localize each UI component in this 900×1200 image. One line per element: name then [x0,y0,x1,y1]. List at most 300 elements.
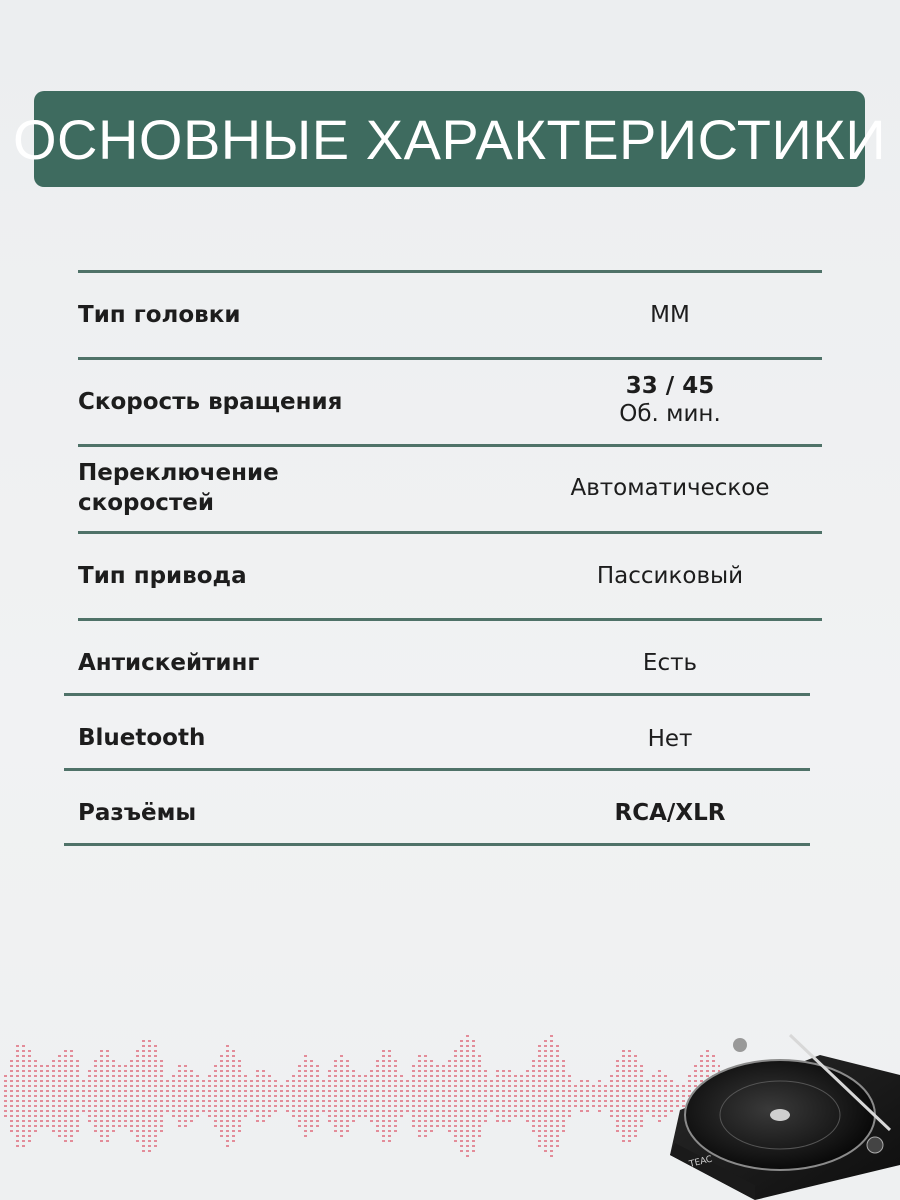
wave-dot [112,1060,115,1062]
wave-dot [226,1050,229,1052]
wave-dot [472,1115,475,1117]
wave-dot [172,1105,175,1107]
wave-dot [496,1100,499,1102]
wave-dot [358,1075,361,1077]
wave-dot [220,1090,223,1092]
wave-dot [142,1055,145,1057]
wave-dot [148,1070,151,1072]
wave-dot [532,1070,535,1072]
wave-dot [550,1075,553,1077]
wave-dot [496,1075,499,1077]
spec-row-head-type [0,300,900,330]
wave-dot [568,1100,571,1102]
wave-dot [430,1110,433,1112]
wave-dot [460,1110,463,1112]
wave-dot [70,1105,73,1107]
wave-dot [232,1080,235,1082]
wave-dot [154,1055,157,1057]
wave-dot [622,1135,625,1137]
wave-dot [544,1135,547,1137]
wave-dot [82,1090,85,1092]
wave-dot [220,1135,223,1137]
wave-dot [136,1100,139,1102]
wave-dot [52,1065,55,1067]
wave-dot [274,1080,277,1082]
wave-dot [286,1110,289,1112]
wave-dot [94,1110,97,1112]
wave-dot [220,1115,223,1117]
wave-dot [562,1100,565,1102]
wave-dot [340,1125,343,1127]
wave-dot [604,1105,607,1107]
wave-dot [622,1070,625,1072]
wave-dot [508,1080,511,1082]
wave-dot [10,1100,13,1102]
wave-dot [556,1075,559,1077]
wave-dot [562,1090,565,1092]
wave-dot [556,1055,559,1057]
wave-dot [184,1105,187,1107]
wave-dot [346,1075,349,1077]
wave-dot [610,1075,613,1077]
wave-dot [460,1060,463,1062]
wave-dot [154,1110,157,1112]
wave-dot [94,1070,97,1072]
wave-dot [370,1070,373,1072]
wave-dot [130,1115,133,1117]
wave-dot [160,1100,163,1102]
wave-dot [466,1155,469,1157]
wave-dot [550,1080,553,1082]
wave-dot [490,1085,493,1087]
wave-dot [586,1100,589,1102]
wave-dot [370,1080,373,1082]
wave-dot [478,1130,481,1132]
wave-dot [22,1085,25,1087]
wave-dot [328,1105,331,1107]
wave-dot [388,1110,391,1112]
wave-dot [268,1075,271,1077]
wave-dot [220,1075,223,1077]
wave-dot [352,1100,355,1102]
wave-dot [178,1085,181,1087]
wave-dot [88,1080,91,1082]
wave-dot [550,1110,553,1112]
spec-value: Есть [642,650,698,676]
wave-dot [22,1095,25,1097]
wave-dot [172,1075,175,1077]
wave-dot [190,1075,193,1077]
wave-dot [454,1095,457,1097]
wave-dot [382,1140,385,1142]
wave-dot [502,1120,505,1122]
wave-dot [580,1105,583,1107]
wave-dot [544,1050,547,1052]
spec-value [540,372,800,428]
wave-dot [484,1070,487,1072]
wave-dot [376,1120,379,1122]
wave-dot [166,1110,169,1112]
wave-dot [262,1100,265,1102]
wave-dot [118,1070,121,1072]
wave-dot [370,1115,373,1117]
wave-dot [424,1105,427,1107]
wave-dot [556,1080,559,1082]
wave-dot [376,1095,379,1097]
wave-dot [616,1120,619,1122]
wave-dot [100,1120,103,1122]
wave-dot [472,1065,475,1067]
wave-dot [460,1120,463,1122]
wave-dot [262,1110,265,1112]
wave-dot [556,1060,559,1062]
wave-dot [130,1130,133,1132]
wave-dot [538,1095,541,1097]
wave-dot [136,1075,139,1077]
wave-dot [118,1105,121,1107]
wave-dot [388,1130,391,1132]
wave-dot [244,1080,247,1082]
wave-dot [436,1105,439,1107]
wave-dot [148,1050,151,1052]
wave-dot [352,1115,355,1117]
wave-dot [478,1135,481,1137]
wave-dot [346,1120,349,1122]
wave-dot [340,1055,343,1057]
wave-dot [538,1105,541,1107]
wave-dot [76,1105,79,1107]
wave-dot [136,1080,139,1082]
wave-dot [310,1105,313,1107]
wave-dot [10,1075,13,1077]
wave-dot [394,1070,397,1072]
wave-dot [22,1070,25,1072]
wave-dot [346,1080,349,1082]
wave-dot [622,1075,625,1077]
wave-dot [394,1085,397,1087]
wave-dot [34,1095,37,1097]
wave-dot [10,1095,13,1097]
wave-dot [310,1060,313,1062]
wave-dot [244,1110,247,1112]
wave-dot [340,1075,343,1077]
wave-dot [148,1095,151,1097]
wave-dot [148,1110,151,1112]
wave-dot [388,1140,391,1142]
wave-dot [472,1080,475,1082]
wave-dot [448,1130,451,1132]
wave-dot [160,1075,163,1077]
wave-dot [76,1070,79,1072]
wave-dot [34,1090,37,1092]
wave-dot [124,1125,127,1127]
wave-dot [34,1065,37,1067]
wave-dot [238,1085,241,1087]
wave-dot [154,1080,157,1082]
wave-dot [508,1110,511,1112]
wave-dot [58,1120,61,1122]
spec-label-line: скоростей [78,490,214,516]
wave-dot [100,1065,103,1067]
wave-dot [256,1105,259,1107]
wave-dot [10,1115,13,1117]
wave-dot [460,1150,463,1152]
wave-dot [172,1095,175,1097]
wave-dot [118,1065,121,1067]
wave-dot [316,1090,319,1092]
wave-dot [586,1110,589,1112]
wave-dot [376,1075,379,1077]
wave-dot [64,1100,67,1102]
wave-dot [304,1065,307,1067]
wave-dot [436,1100,439,1102]
wave-dot [46,1065,49,1067]
wave-dot [196,1085,199,1087]
wave-dot [502,1095,505,1097]
wave-dot [460,1135,463,1137]
wave-dot [10,1065,13,1067]
wave-dot [544,1080,547,1082]
wave-dot [70,1060,73,1062]
wave-dot [616,1115,619,1117]
wave-dot [64,1110,67,1112]
wave-dot [268,1085,271,1087]
wave-dot [544,1110,547,1112]
wave-dot [520,1075,523,1077]
wave-dot [166,1090,169,1092]
wave-dot [526,1085,529,1087]
wave-dot [550,1045,553,1047]
wave-dot [616,1080,619,1082]
wave-dot [22,1080,25,1082]
wave-dot [208,1085,211,1087]
wave-dot [22,1105,25,1107]
wave-dot [328,1120,331,1122]
wave-dot [28,1130,31,1132]
wave-dot [70,1110,73,1112]
wave-dot [616,1100,619,1102]
wave-dot [304,1120,307,1122]
wave-dot [226,1095,229,1097]
wave-dot [250,1095,253,1097]
wave-dot [538,1125,541,1127]
wave-dot [22,1050,25,1052]
wave-dot [268,1110,271,1112]
wave-dot [148,1045,151,1047]
wave-dot [466,1070,469,1072]
wave-dot [382,1090,385,1092]
wave-dot [622,1105,625,1107]
wave-dot [496,1105,499,1107]
wave-dot [556,1110,559,1112]
wave-dot [226,1135,229,1137]
wave-dot [460,1140,463,1142]
wave-dot [508,1075,511,1077]
wave-dot [46,1110,49,1112]
wave-dot [232,1085,235,1087]
wave-dot [556,1085,559,1087]
wave-dot [388,1100,391,1102]
wave-dot [388,1070,391,1072]
wave-dot [250,1105,253,1107]
wave-dot [196,1105,199,1107]
wave-dot [460,1130,463,1132]
wave-dot [340,1065,343,1067]
wave-dot [64,1075,67,1077]
wave-dot [544,1140,547,1142]
wave-dot [460,1055,463,1057]
wave-dot [232,1135,235,1137]
wave-dot [40,1090,43,1092]
wave-dot [16,1130,19,1132]
wave-dot [124,1070,127,1072]
wave-dot [142,1065,145,1067]
wave-dot [4,1085,7,1087]
wave-dot [130,1125,133,1127]
wave-dot [400,1075,403,1077]
wave-dot [64,1090,67,1092]
wave-dot [124,1090,127,1092]
wave-dot [478,1105,481,1107]
wave-dot [64,1115,67,1117]
wave-dot [514,1105,517,1107]
wave-dot [256,1075,259,1077]
wave-dot [190,1115,193,1117]
wave-dot [292,1095,295,1097]
wave-dot [154,1105,157,1107]
wave-dot [556,1045,559,1047]
wave-dot [478,1070,481,1072]
wave-dot [70,1120,73,1122]
wave-dot [118,1100,121,1102]
wave-dot [16,1070,19,1072]
wave-dot [544,1070,547,1072]
wave-dot [274,1095,277,1097]
wave-dot [460,1065,463,1067]
wave-dot [160,1120,163,1122]
wave-dot [232,1065,235,1067]
wave-dot [238,1105,241,1107]
wave-dot [454,1055,457,1057]
wave-dot [262,1115,265,1117]
wave-dot [574,1090,577,1092]
wave-dot [466,1050,469,1052]
wave-dot [526,1100,529,1102]
wave-dot [52,1100,55,1102]
wave-dot [250,1110,253,1112]
wave-dot [154,1140,157,1142]
wave-dot [436,1070,439,1072]
wave-dot [136,1130,139,1132]
wave-dot [304,1095,307,1097]
wave-dot [106,1065,109,1067]
wave-dot [40,1075,43,1077]
wave-dot [460,1100,463,1102]
wave-dot [310,1130,313,1132]
wave-dot [52,1110,55,1112]
wave-dot [472,1125,475,1127]
wave-dot [424,1075,427,1077]
wave-dot [310,1080,313,1082]
wave-dot [124,1095,127,1097]
wave-dot [628,1125,631,1127]
wave-dot [496,1080,499,1082]
wave-dot [70,1090,73,1092]
wave-dot [388,1115,391,1117]
wave-dot [268,1090,271,1092]
wave-dot [532,1105,535,1107]
wave-dot [154,1125,157,1127]
wave-dot [28,1125,31,1127]
wave-dot [622,1095,625,1097]
wave-dot [544,1150,547,1152]
spec-value: ММ [650,302,690,328]
wave-dot [118,1090,121,1092]
wave-dot [478,1075,481,1077]
wave-dot [502,1070,505,1072]
wave-dot [478,1085,481,1087]
wave-dot [550,1120,553,1122]
wave-dot [22,1060,25,1062]
wave-dot [388,1085,391,1087]
wave-dot [64,1070,67,1072]
wave-dot [124,1105,127,1107]
wave-dot [586,1085,589,1087]
wave-dot [166,1080,169,1082]
wave-dot [178,1090,181,1092]
wave-dot [88,1105,91,1107]
wave-dot [376,1070,379,1072]
wave-dot [424,1110,427,1112]
wave-dot [610,1110,613,1112]
wave-dot [184,1095,187,1097]
spec-label: Тип привода [78,563,247,589]
wave-dot [238,1065,241,1067]
wave-dot [508,1100,511,1102]
wave-dot [130,1110,133,1112]
wave-dot [142,1060,145,1062]
wave-dot [28,1115,31,1117]
wave-dot [256,1095,259,1097]
wave-dot [430,1105,433,1107]
wave-dot [448,1125,451,1127]
wave-dot [442,1085,445,1087]
wave-dot [130,1090,133,1092]
wave-dot [364,1095,367,1097]
wave-dot [472,1140,475,1142]
wave-dot [22,1130,25,1132]
wave-dot [520,1085,523,1087]
wave-dot [268,1080,271,1082]
wave-dot [502,1110,505,1112]
wave-dot [64,1135,67,1137]
wave-dot [124,1120,127,1122]
wave-dot [352,1090,355,1092]
wave-dot [292,1115,295,1117]
wave-dot [382,1060,385,1062]
divider [64,843,810,846]
wave-dot [10,1120,13,1122]
wave-dot [424,1085,427,1087]
wave-dot [10,1060,13,1062]
wave-dot [316,1100,319,1102]
wave-dot [178,1105,181,1107]
wave-dot [142,1095,145,1097]
wave-dot [346,1060,349,1062]
turntable-image [640,1015,900,1200]
wave-dot [472,1110,475,1112]
wave-dot [466,1115,469,1117]
